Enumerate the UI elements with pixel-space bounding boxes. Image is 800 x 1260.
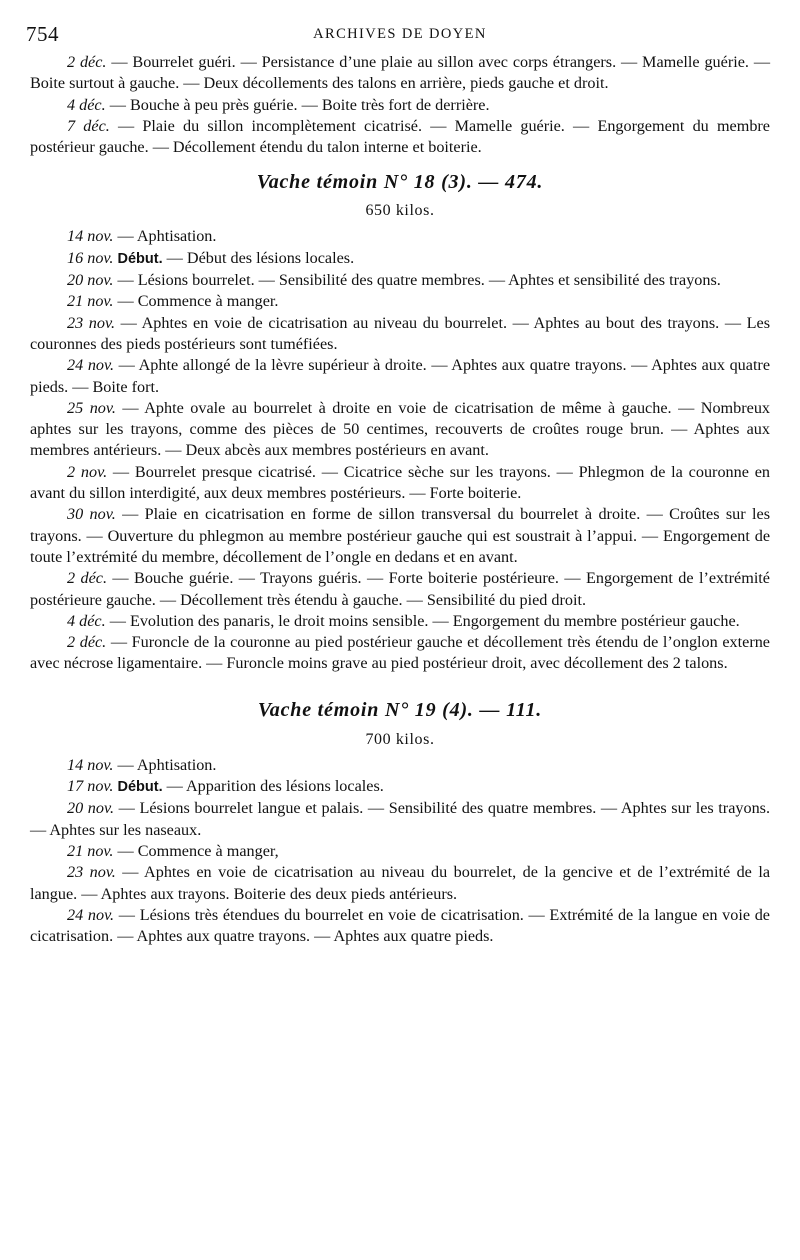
entry-text: — Bouche à peu près guérie. — Boite très fort de derrière. xyxy=(105,95,490,114)
intro-entries xyxy=(30,52,770,158)
entry-date: 2 déc. xyxy=(67,53,107,71)
entry-text: — Commence à manger. xyxy=(113,292,279,311)
entry-text: — Plaie en cicatrisation en forme de sillon transversal du bourrelet à droite. — Croûtes sur les trayons. — Ouverture du phlegmon au membre postérieur gauche qui est soustrait à l’appui. — Engorgement de toute l’extrémité du membre, décollement de l’ongle en dedans et en avant. xyxy=(30,505,770,566)
entry-text: — Aphtisation. xyxy=(113,227,217,246)
section-weight: 700 kilos. xyxy=(365,730,435,748)
entry-paragraph xyxy=(30,355,770,398)
running-title: ARCHIVES DE DOYEN xyxy=(313,26,487,42)
entry-text: — Plaie du sillon incomplètement cicatrisé. — Mamelle guérie. — Engorgement du membre postérieur gauche. — Décollement étendu du talon interne et boiterie. xyxy=(30,116,770,157)
debut-marker: Début. xyxy=(117,779,163,796)
entry-paragraph xyxy=(30,95,770,116)
entry-text: — Aphte ovale au bourrelet à droite en voie de cicatrisation de même à gauche. — Nombreux aphtes sur les trayons, comme des pièces de 50 centimes, recouverts de croûtes rouge brun. — Aphtes aux membres antérieurs. — Deux abcès aux membres postérieurs en avant. xyxy=(30,398,771,460)
entry-paragraph xyxy=(30,398,770,462)
entry-paragraph xyxy=(30,226,770,247)
entry-text: — Commence à manger, xyxy=(113,841,279,860)
section-title: Vache témoin N° 19 (4). — 111. xyxy=(257,698,543,721)
entry-date: 2 déc. xyxy=(67,569,108,588)
entry-text: — Bouche guérie. — Trayons guéris. — Forte boiterie postérieure. — Engorgement de l’extrémité postérieure gauche. — Décollement très étendu à gauche. — Sensibilité du pied droit. xyxy=(30,569,770,609)
document-page xyxy=(26,22,771,947)
entry-text: — Aphtisation. xyxy=(113,755,217,774)
entry-paragraph xyxy=(30,776,770,798)
entry-date: 7 déc. xyxy=(67,116,110,135)
entry-date: 4 déc. xyxy=(67,95,106,114)
entry-date: 21 nov. xyxy=(67,292,114,311)
entry-paragraph xyxy=(30,568,770,611)
entry-text: — Lésions bourrelet langue et palais. — Sensibilité des quatre membres. — Aphtes sur les trayons. — Aphtes sur les naseaux. xyxy=(30,799,771,839)
entry-date: 23 nov. xyxy=(67,863,116,882)
entry-date: 17 nov. xyxy=(67,777,114,796)
entry-date: 14 nov. xyxy=(67,755,114,774)
entry-paragraph xyxy=(30,270,770,291)
entry-paragraph xyxy=(30,462,770,505)
entry-date: 14 nov. xyxy=(67,227,114,246)
entry-text: — Lésions très étendues du bourrelet en voie de cicatrisation. — Extrémité de la langue en voie de cicatrisation. — Aphtes aux quatre trayons. — Aphtes aux quatre pieds. xyxy=(30,905,770,946)
entry-paragraph xyxy=(30,611,770,632)
entry-date: 2 déc. xyxy=(67,633,107,652)
entry-date: 23 nov. xyxy=(67,313,116,332)
entry-paragraph xyxy=(30,798,770,841)
section-title: Vache témoin N° 18 (3). — 474. xyxy=(256,171,544,194)
entry-date: 25 nov. xyxy=(67,398,116,417)
entry-text: — Apparition des lésions locales. xyxy=(162,777,384,796)
entry-paragraph xyxy=(30,116,770,159)
entry-date: 21 nov. xyxy=(67,841,114,860)
entry-text: — Début des lésions locales. xyxy=(162,248,355,267)
debut-marker: Début. xyxy=(117,250,163,267)
entry-paragraph xyxy=(30,841,770,862)
entry-paragraph xyxy=(30,504,770,568)
entry-paragraph xyxy=(30,248,770,270)
entry-date: 20 nov. xyxy=(67,271,114,290)
section-vache-19 xyxy=(30,699,770,948)
entry-date: 2 nov. xyxy=(67,462,108,481)
page-header xyxy=(26,22,770,52)
entry-text: — Aphte allongé de la lèvre supérieur à droite. — Aphtes aux quatre trayons. — Aphtes aux quatre pieds. — Boite fort. xyxy=(30,356,771,396)
section-vache-18 xyxy=(30,171,770,674)
entry-paragraph xyxy=(30,52,770,95)
entry-text: — Furoncle de la couronne au pied postérieur gauche et décollement très étendu de l’onglon externe avec nécrose ligamentaire. — Furoncle moins grave au pied postérieur droit, avec décollement des 2 talons. xyxy=(30,633,770,673)
entry-paragraph xyxy=(30,862,770,905)
page-number: 754 xyxy=(26,22,59,46)
entry-date: 30 nov. xyxy=(67,505,116,524)
entry-text: — Aphtes en voie de cicatrisation au niveau du bourrelet, de la gencive et de l’extrémité de la langue. — Aphtes aux trayons. Boiterie des deux pieds antérieurs. xyxy=(30,863,770,903)
entry-paragraph xyxy=(30,291,770,312)
entry-text: — Aphtes en voie de cicatrisation au niveau du bourrelet. — Aphtes au bout des trayons. — Les couronnes des pieds postérieurs sont tuméfiées. xyxy=(30,313,770,353)
entry-text: — Bourrelet presque cicatrisé. — Cicatrice sèche sur les trayons. — Phlegmon de la couronne en avant du sillon interdigité, aux deux membres postérieurs. — Forte boiterie. xyxy=(30,462,770,503)
entry-text: — Lésions bourrelet. — Sensibilité des quatre membres. — Aphtes et sensibilité des trayons. xyxy=(113,271,721,290)
entry-paragraph xyxy=(30,313,770,356)
entry-paragraph xyxy=(30,632,770,675)
entry-date: 24 nov. xyxy=(67,356,115,375)
entry-date: 4 déc. xyxy=(67,611,106,630)
entry-date: 16 nov. xyxy=(67,248,114,267)
entry-text: — Bourrelet guéri. — Persistance d’une plaie au sillon avec corps étrangers. — Mamelle guérie. — Boite surtout à gauche. — Deux décollements des talons en arrière, pieds gauche et droit. xyxy=(30,53,771,93)
entry-date: 24 nov. xyxy=(67,905,115,924)
entry-date: 20 nov. xyxy=(67,799,115,818)
entry-text: — Evolution des panaris, le droit moins sensible. — Engorgement du membre postérieur gauche. xyxy=(105,611,740,630)
entry-paragraph xyxy=(30,755,770,776)
section-weight: 650 kilos. xyxy=(365,202,435,220)
entry-paragraph xyxy=(30,905,770,948)
